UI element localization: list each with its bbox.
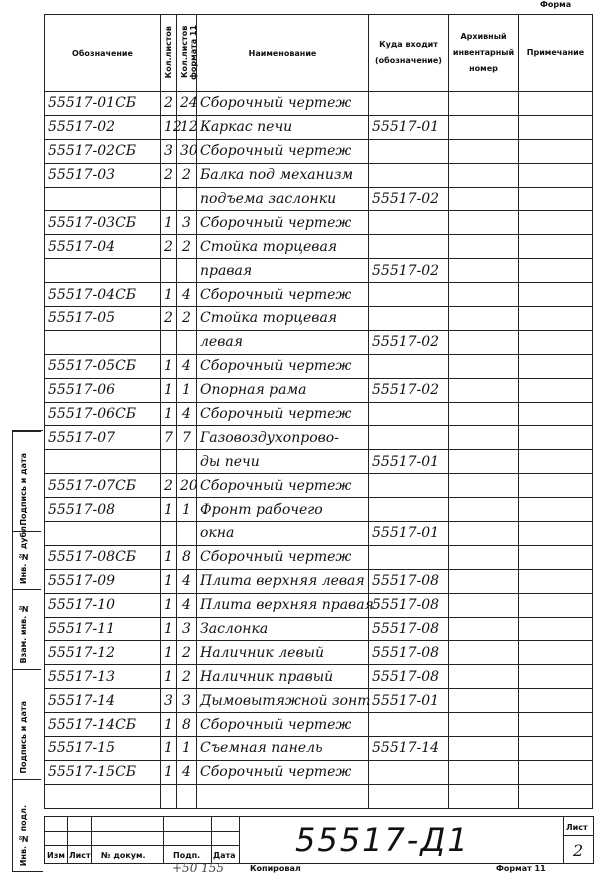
cell-archive — [449, 211, 519, 235]
cell-sheets: 3 — [161, 689, 177, 713]
cell-sheets-a11: 4 — [177, 402, 197, 426]
cell-sheets — [161, 522, 177, 546]
cell-designation: 55517-15СБ — [45, 760, 161, 784]
cell-designation: 55517-07СБ — [45, 474, 161, 498]
cell-sheets-a11: 8 — [177, 545, 197, 569]
col-change: Изм — [47, 851, 65, 860]
cell-designation: 55517-05 — [45, 307, 161, 331]
header-row — [45, 15, 593, 92]
cell-designation: 55517-03 — [45, 163, 161, 187]
cell-designation — [45, 450, 161, 474]
cell-note — [519, 713, 593, 737]
cell-sheets: 1 — [161, 641, 177, 665]
cell-note — [519, 665, 593, 689]
cell-name: Съемная панель — [197, 737, 369, 761]
cell-name: Фронт рабочего — [197, 498, 369, 522]
cell-note — [519, 211, 593, 235]
cell-sheets-a11 — [177, 522, 197, 546]
cell-sheets-a11: 4 — [177, 354, 197, 378]
cell-note — [519, 450, 593, 474]
cell-destination: 55517-02 — [369, 330, 449, 354]
cell-archive — [449, 259, 519, 283]
empty-row — [45, 784, 593, 808]
footer-scribble: +50 155 — [172, 861, 225, 875]
replacement-inventory: Взам. инв. № — [13, 589, 41, 670]
cell-sheets-a11: 3 — [177, 689, 197, 713]
cell-sheets: 1 — [161, 593, 177, 617]
table-row — [45, 737, 593, 761]
cell-archive — [449, 689, 519, 713]
table-row — [45, 593, 593, 617]
table-row — [45, 402, 593, 426]
cell-note — [519, 474, 593, 498]
header-sheet-count-a11: Кол.листов формата 11 — [177, 15, 197, 92]
table-row — [45, 307, 593, 331]
cell-sheets — [161, 450, 177, 474]
cell-destination — [369, 354, 449, 378]
cell-name: Наличник правый — [197, 665, 369, 689]
title-block — [44, 816, 594, 864]
cell-name: Сборочный чертеж — [197, 713, 369, 737]
cell-note — [519, 259, 593, 283]
cell-name: подъема заслонки — [197, 187, 369, 211]
cell-archive — [449, 426, 519, 450]
cell-sheets: 1 — [161, 665, 177, 689]
cell-name: Сборочный чертеж — [197, 402, 369, 426]
sheet-number: 2 — [573, 841, 584, 860]
cell-destination — [369, 498, 449, 522]
cell-name: Сборочный чертеж — [197, 211, 369, 235]
cell-destination: 55517-08 — [369, 641, 449, 665]
cell-sheets: 1 — [161, 354, 177, 378]
cell-destination: 55517-08 — [369, 617, 449, 641]
document-code: 55517-Д1 — [295, 821, 470, 859]
cell-name: окна — [197, 522, 369, 546]
cell-destination — [369, 307, 449, 331]
cell-sheets-a11: 2 — [177, 235, 197, 259]
cell-sheets-a11 — [177, 187, 197, 211]
cell-destination: 55517-08 — [369, 593, 449, 617]
cell-archive — [449, 330, 519, 354]
cell-sheets-a11: 2 — [177, 665, 197, 689]
cell-note — [519, 426, 593, 450]
cell-archive — [449, 450, 519, 474]
cell-note — [519, 163, 593, 187]
cell-archive — [449, 593, 519, 617]
table-row — [45, 689, 593, 713]
cell-sheets: 12 — [161, 115, 177, 139]
table-row — [45, 498, 593, 522]
cell-archive — [449, 163, 519, 187]
col-sheet: Лист — [69, 851, 91, 860]
cell-designation — [45, 522, 161, 546]
cell-note — [519, 641, 593, 665]
cell-name: левая — [197, 330, 369, 354]
cell-sheets-a11: 1 — [177, 498, 197, 522]
cell-archive — [449, 354, 519, 378]
cell-name: Сборочный чертеж — [197, 545, 369, 569]
table-row — [45, 426, 593, 450]
cell-note — [519, 139, 593, 163]
cell-sheets: 2 — [161, 92, 177, 116]
table-row — [45, 235, 593, 259]
table-row — [45, 283, 593, 307]
cell-name: Плита верхняя правая — [197, 593, 369, 617]
cell-archive — [449, 115, 519, 139]
cell-note — [519, 307, 593, 331]
table-row — [45, 378, 593, 402]
cell-destination: 55517-02 — [369, 378, 449, 402]
cell-designation — [45, 259, 161, 283]
cell-destination — [369, 139, 449, 163]
cell-destination — [369, 235, 449, 259]
cell-archive — [449, 737, 519, 761]
cell-sheets: 1 — [161, 498, 177, 522]
cell-sheets: 1 — [161, 617, 177, 641]
cell-archive — [449, 713, 519, 737]
cell-sheets-a11: 12 — [177, 115, 197, 139]
cell-designation — [45, 187, 161, 211]
cell-destination — [369, 426, 449, 450]
cell-archive — [449, 665, 519, 689]
table-row — [45, 713, 593, 737]
empty-cell — [449, 784, 519, 808]
table-row — [45, 163, 593, 187]
cell-destination: 55517-08 — [369, 569, 449, 593]
cell-name: Сборочный чертеж — [197, 474, 369, 498]
cell-sheets: 2 — [161, 474, 177, 498]
cell-designation: 55517-14СБ — [45, 713, 161, 737]
table-row — [45, 139, 593, 163]
cell-designation: 55517-03СБ — [45, 211, 161, 235]
header-archive: Архивный инвентарный номер — [449, 15, 519, 92]
cell-name: ды печи — [197, 450, 369, 474]
cell-note — [519, 354, 593, 378]
cell-sheets-a11: 3 — [177, 617, 197, 641]
cell-note — [519, 689, 593, 713]
cell-note — [519, 283, 593, 307]
cell-destination — [369, 713, 449, 737]
cell-destination — [369, 92, 449, 116]
cell-sheets-a11: 30 — [177, 139, 197, 163]
cell-name: Балка под механизм — [197, 163, 369, 187]
cell-sheets: 2 — [161, 163, 177, 187]
empty-cell — [519, 784, 593, 808]
cell-note — [519, 545, 593, 569]
cell-designation: 55517-04СБ — [45, 283, 161, 307]
cell-destination — [369, 474, 449, 498]
cell-note — [519, 569, 593, 593]
cell-archive — [449, 235, 519, 259]
cell-destination — [369, 283, 449, 307]
col-doc: № докум. — [101, 851, 146, 860]
cell-destination: 55517-01 — [369, 522, 449, 546]
cell-archive — [449, 307, 519, 331]
cell-sheets-a11 — [177, 450, 197, 474]
cell-designation: 55517-04 — [45, 235, 161, 259]
cell-archive — [449, 498, 519, 522]
header-designation: Обозначение — [45, 15, 161, 92]
cell-name: Опорная рама — [197, 378, 369, 402]
copied-label: Копировал — [250, 864, 301, 873]
cell-designation: 55517-06СБ — [45, 402, 161, 426]
cell-designation: 55517-05СБ — [45, 354, 161, 378]
cell-designation — [45, 330, 161, 354]
cell-name: Заслонка — [197, 617, 369, 641]
cell-designation: 55517-01СБ — [45, 92, 161, 116]
cell-sheets: 2 — [161, 235, 177, 259]
cell-name: Дымовытяжной зонт — [197, 689, 369, 713]
cell-designation: 55517-08СБ — [45, 545, 161, 569]
table-row — [45, 187, 593, 211]
cell-sheets: 2 — [161, 307, 177, 331]
header-destination: Куда входит (обозначение) — [369, 15, 449, 92]
empty-cell — [161, 784, 177, 808]
cell-sheets: 1 — [161, 569, 177, 593]
cell-archive — [449, 545, 519, 569]
cell-designation: 55517-11 — [45, 617, 161, 641]
table-row — [45, 641, 593, 665]
cell-designation: 55517-08 — [45, 498, 161, 522]
cell-archive — [449, 569, 519, 593]
cell-destination: 55517-01 — [369, 115, 449, 139]
cell-sheets: 1 — [161, 545, 177, 569]
cell-archive — [449, 139, 519, 163]
empty-cell — [177, 784, 197, 808]
cell-sheets-a11: 2 — [177, 641, 197, 665]
cell-designation: 55517-07 — [45, 426, 161, 450]
table-row — [45, 522, 593, 546]
cell-destination: 55517-08 — [369, 665, 449, 689]
cell-destination — [369, 545, 449, 569]
cell-name: Плита верхняя левая — [197, 569, 369, 593]
empty-cell — [197, 784, 369, 808]
cell-archive — [449, 187, 519, 211]
cell-sheets-a11: 4 — [177, 593, 197, 617]
cell-name: Стойка торцевая — [197, 235, 369, 259]
cell-note — [519, 498, 593, 522]
cell-destination — [369, 402, 449, 426]
header-name: Наименование — [197, 15, 369, 92]
table-row — [45, 259, 593, 283]
cell-sheets: 1 — [161, 713, 177, 737]
header-note: Примечание — [519, 15, 593, 92]
cell-sheets-a11: 20 — [177, 474, 197, 498]
cell-sheets-a11: 7 — [177, 426, 197, 450]
cell-destination — [369, 760, 449, 784]
cell-sheets — [161, 187, 177, 211]
cell-archive — [449, 402, 519, 426]
left-margin-stamps — [12, 430, 43, 872]
cell-note — [519, 402, 593, 426]
cell-destination: 55517-14 — [369, 737, 449, 761]
cell-designation: 55517-02СБ — [45, 139, 161, 163]
duplicate-inventory: Инв. № дубл. — [13, 531, 41, 590]
cell-sheets-a11 — [177, 259, 197, 283]
cell-sheets-a11: 3 — [177, 211, 197, 235]
table-row — [45, 665, 593, 689]
cell-destination: 55517-02 — [369, 187, 449, 211]
sign-date-top: Подпись и дата — [13, 431, 41, 532]
cell-name: Сборочный чертеж — [197, 354, 369, 378]
cell-archive — [449, 92, 519, 116]
cell-sheets-a11: 4 — [177, 283, 197, 307]
empty-cell — [45, 784, 161, 808]
cell-archive — [449, 641, 519, 665]
cell-archive — [449, 283, 519, 307]
cell-name: Сборочный чертеж — [197, 283, 369, 307]
cell-designation: 55517-09 — [45, 569, 161, 593]
cell-designation: 55517-02 — [45, 115, 161, 139]
sign-date-bottom: Подпись и дата — [13, 669, 41, 780]
table-row — [45, 450, 593, 474]
cell-designation: 55517-06 — [45, 378, 161, 402]
cell-note — [519, 330, 593, 354]
cell-archive — [449, 474, 519, 498]
cell-sheets: 3 — [161, 139, 177, 163]
cell-sheets-a11: 1 — [177, 378, 197, 402]
cell-sheets-a11: 4 — [177, 760, 197, 784]
cell-designation: 55517-10 — [45, 593, 161, 617]
cell-destination: 55517-02 — [369, 259, 449, 283]
cell-sheets: 1 — [161, 737, 177, 761]
cell-designation: 55517-15 — [45, 737, 161, 761]
cell-designation: 55517-14 — [45, 689, 161, 713]
cell-note — [519, 115, 593, 139]
cell-note — [519, 378, 593, 402]
cell-sheets: 1 — [161, 760, 177, 784]
cell-note — [519, 760, 593, 784]
cell-name: правая — [197, 259, 369, 283]
table-row — [45, 211, 593, 235]
cell-destination: 55517-01 — [369, 450, 449, 474]
cell-sheets — [161, 259, 177, 283]
table-row — [45, 354, 593, 378]
table-row — [45, 545, 593, 569]
cell-sheets-a11: 8 — [177, 713, 197, 737]
table-row — [45, 115, 593, 139]
specification-table — [44, 14, 593, 809]
form-label: Форма — [540, 0, 572, 9]
table-row — [45, 92, 593, 116]
cell-archive — [449, 522, 519, 546]
cell-sheets-a11: 2 — [177, 163, 197, 187]
cell-destination: 55517-01 — [369, 689, 449, 713]
cell-name: Каркас печи — [197, 115, 369, 139]
col-sign: Подп. — [173, 851, 201, 860]
table-row — [45, 330, 593, 354]
cell-designation: 55517-13 — [45, 665, 161, 689]
cell-sheets-a11: 2 — [177, 307, 197, 331]
cell-note — [519, 593, 593, 617]
cell-sheets: 7 — [161, 426, 177, 450]
cell-sheets-a11: 1 — [177, 737, 197, 761]
cell-name: Сборочный чертеж — [197, 760, 369, 784]
format-label: Формат 11 — [496, 864, 546, 873]
cell-archive — [449, 760, 519, 784]
cell-sheets: 1 — [161, 283, 177, 307]
cell-name: Газовоздухопрово- — [197, 426, 369, 450]
empty-cell — [369, 784, 449, 808]
cell-sheets: 1 — [161, 378, 177, 402]
cell-name: Стойка торцевая — [197, 307, 369, 331]
sheet-label: Лист — [566, 823, 588, 832]
header-sheet-count: Кол.листов — [161, 15, 177, 92]
cell-note — [519, 522, 593, 546]
cell-destination — [369, 163, 449, 187]
cell-sheets-a11: 4 — [177, 569, 197, 593]
cell-archive — [449, 617, 519, 641]
cell-sheets-a11 — [177, 330, 197, 354]
cell-name: Наличник левый — [197, 641, 369, 665]
cell-name: Сборочный чертеж — [197, 139, 369, 163]
cell-archive — [449, 378, 519, 402]
cell-destination — [369, 211, 449, 235]
cell-sheets: 1 — [161, 211, 177, 235]
table-row — [45, 617, 593, 641]
table-row — [45, 760, 593, 784]
col-date: Дата — [213, 851, 236, 860]
cell-name: Сборочный чертеж — [197, 92, 369, 116]
table-row — [45, 474, 593, 498]
cell-note — [519, 92, 593, 116]
cell-note — [519, 187, 593, 211]
cell-note — [519, 235, 593, 259]
table-row — [45, 569, 593, 593]
cell-designation: 55517-12 — [45, 641, 161, 665]
cell-sheets — [161, 330, 177, 354]
cell-sheets-a11: 24 — [177, 92, 197, 116]
cell-note — [519, 737, 593, 761]
cell-note — [519, 617, 593, 641]
cell-sheets: 1 — [161, 402, 177, 426]
original-inventory: Инв. № подл. — [13, 779, 41, 872]
